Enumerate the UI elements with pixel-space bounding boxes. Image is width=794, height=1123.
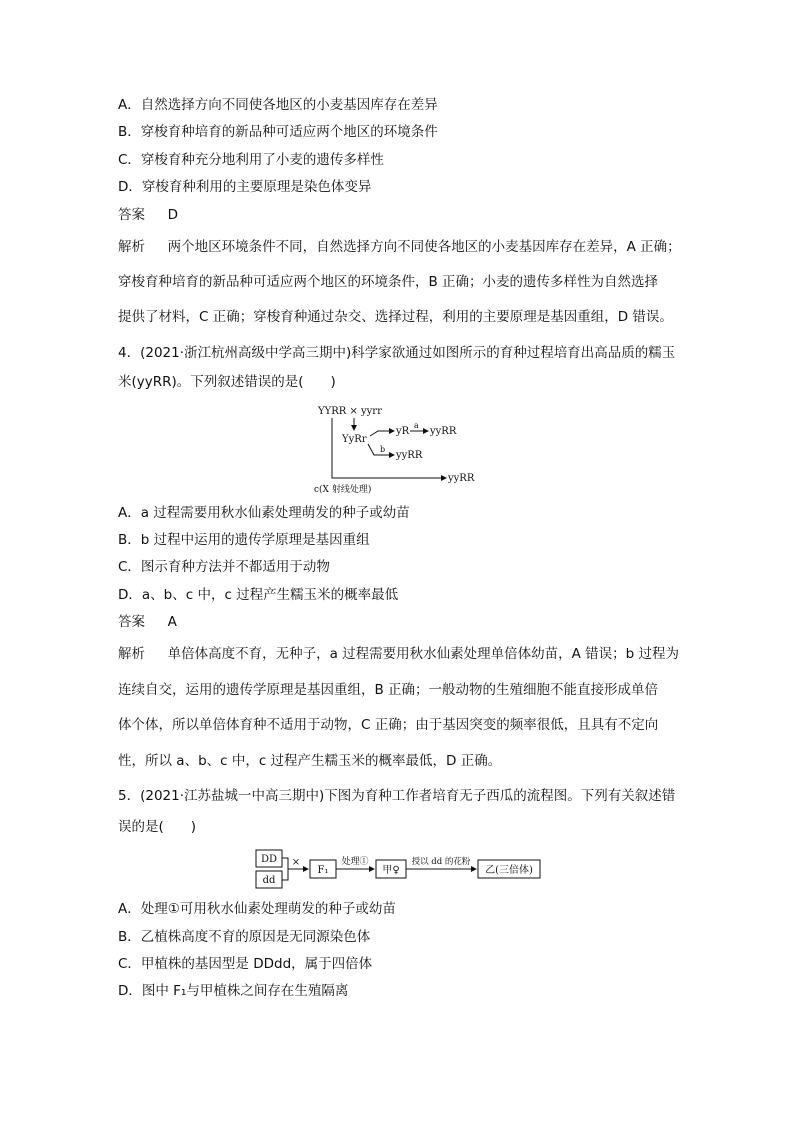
q4-analysis-line-1 <box>118 644 679 664</box>
q4-option-c: C．图示育种方法并不都适用于动物 <box>118 559 330 575</box>
analysis-text: 两个地区环境条件不同，自然选择方向不同使各地区的小麦基因库存在差异，A 正确； <box>167 239 681 255</box>
q3-option-c: C．穿梭育种充分地利用了小麦的遗传多样性 <box>118 152 384 168</box>
q5-option-d: D．图中 F₁与甲植株之间存在生殖隔离 <box>118 983 349 999</box>
gamete-arrow <box>370 431 394 436</box>
q4-option-a: A．a 过程需要用秋水仙素处理萌发的种子或幼苗 <box>118 505 410 521</box>
q5-option-a: A．处理①可用秋水仙素处理萌发的种子或幼苗 <box>118 901 396 917</box>
q3-analysis-line-1 <box>118 237 681 257</box>
answer-value: A <box>167 614 177 630</box>
yi-label: 乙(三倍体) <box>485 865 533 876</box>
answer-label: 答案 <box>118 207 145 223</box>
q4-answer <box>118 612 177 632</box>
analysis-label: 解析 <box>118 239 145 255</box>
step2-label: 授以 dd 的花粉 <box>411 857 471 867</box>
answer-label: 答案 <box>118 614 145 630</box>
p2-label: dd <box>262 875 276 886</box>
q4-analysis-line-4: 性，所以 a、b、c 中，c 过程产生糯玉米的概率最低，D 正确。 <box>118 753 502 769</box>
gamete-label: yR <box>396 426 410 437</box>
q4-analysis-line-2: 连续自交，运用的遗传学原理是基因重组，B 正确；一般动物的生殖细胞不能直接形成单倍 <box>118 682 659 698</box>
breeding-process-svg <box>310 400 490 495</box>
analysis-label: 解析 <box>118 646 145 662</box>
q5-option-c: C．甲植株的基因型是 DDdd，属于四倍体 <box>118 956 373 972</box>
step1-label: 处理① <box>341 857 369 867</box>
q3-option-b: B．穿梭育种培育的新品种可适应两个地区的环境条件 <box>118 124 438 140</box>
parents-label: YYRR × yyrr <box>318 406 382 417</box>
q5-stem-line-1: 5．(2021·江苏盐城一中高三期中)下图为育种工作者培育无子西瓜的流程图。下列有关叙述错 <box>118 788 676 804</box>
f1-label: YyRr <box>342 434 367 445</box>
q5-option-b: B．乙植株高度不育的原因是无同源染色体 <box>118 929 371 945</box>
jia-label: 甲♀ <box>382 865 400 876</box>
f1-label: F₁ <box>317 865 329 876</box>
q3-answer <box>118 205 178 225</box>
q4-analysis-line-3: 体个体，所以单倍体育种不适用于动物，C 正确；由于基因突变的频率很低，且具有不定向 <box>118 717 659 733</box>
flowchart-svg <box>254 846 544 892</box>
q4-option-b: B．b 过程中运用的遗传学原理是基因重组 <box>118 532 370 548</box>
cross-symbol: × <box>291 857 301 868</box>
b-label: b <box>380 445 386 454</box>
q4-stem-line-2: 米(yyRR)。下列叙述错误的是( ) <box>118 374 336 390</box>
q3-option-a: A．自然选择方向不同使各地区的小麦基因库存在差异 <box>118 97 438 113</box>
c-arrow <box>332 418 446 478</box>
c-label: c(X 射线处理) <box>314 485 372 495</box>
q4-option-d: D．a、b、c 中，c 过程产生糯玉米的概率最低 <box>118 587 399 603</box>
p1-label: DD <box>260 854 278 865</box>
q4-stem-line-1: 4．(2021·浙江杭州高级中学高三期中)科学家欲通过如图所示的育种过程培育出高品质的糯玉 <box>118 345 676 361</box>
analysis-text: 单倍体高度不育，无种子，a 过程需要用秋水仙素处理单倍体幼苗，A 错误；b 过程为 <box>167 646 680 662</box>
q5-stem-line-2: 误的是( ) <box>118 819 197 835</box>
q3-analysis-line-3: 提供了材料，C 正确；穿梭育种通过杂交、选择过程，利用的主要原理是基因重组，D 错误。 <box>118 309 673 325</box>
q3-analysis-line-2: 穿梭育种培育的新品种可适应两个地区的环境条件，B 正确；小麦的遗传多样性为自然选择 <box>118 274 659 290</box>
product-c-label: yyRR <box>448 473 475 484</box>
seedless-watermelon-flowchart <box>254 846 544 892</box>
product-a-label: yyRR <box>430 426 457 437</box>
answer-value: D <box>167 207 178 223</box>
breeding-process-diagram <box>310 400 490 495</box>
a-label: a <box>414 421 419 430</box>
product-b-label: yyRR <box>396 450 423 461</box>
q3-option-d: D．穿梭育种利用的主要原理是染色体变异 <box>118 179 372 195</box>
cross-bracket <box>282 858 288 880</box>
